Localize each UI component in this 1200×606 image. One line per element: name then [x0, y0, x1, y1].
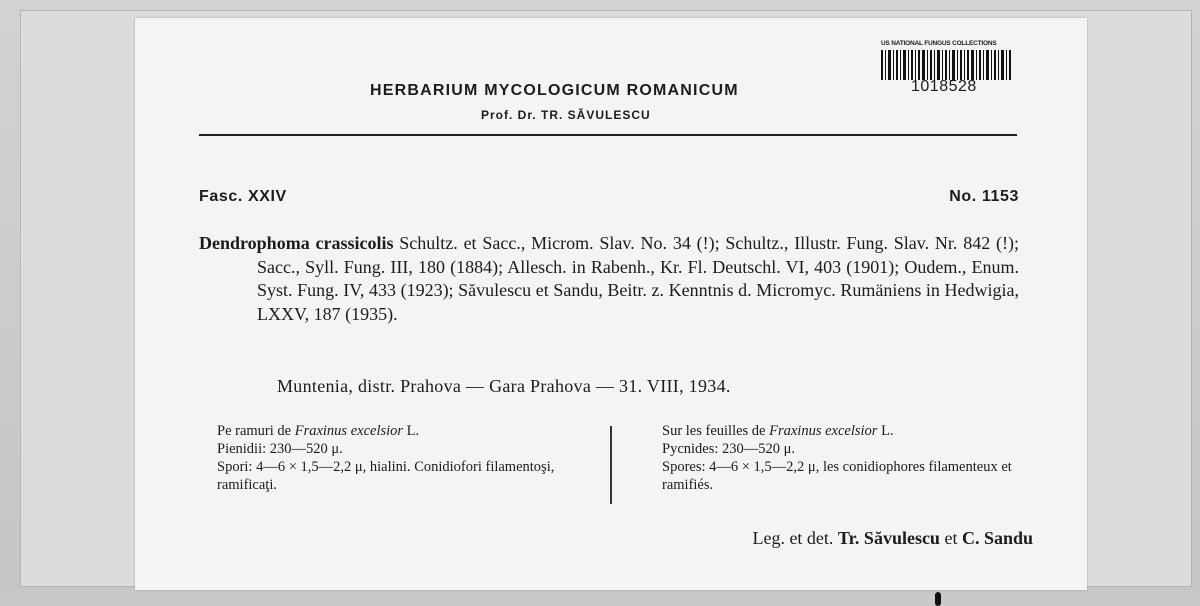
host-prefix-ro: Pe ramuri de	[217, 423, 295, 439]
column-divider	[610, 426, 612, 504]
taxon-citation	[199, 232, 1019, 326]
herbarium-label	[135, 18, 1087, 590]
collection-locality: Muntenia, distr. Prahova — Gara Prahova — 31. VIII, 1934.	[277, 376, 731, 396]
herbarium-director: Prof. Dr. TR. SĂVULESCU	[481, 108, 651, 122]
citation-text: Schultz. et Sacc., Microm. Slav. No. 34 (!); Schultz., Illustr. Fung. Slav. Nr. 842 (!); Sacc., Syll. Fung. III, 180 (1884); Allesch. in Rabenh., Kr. Fl. Deutschl. VI, 403 (1901); Oudem., Enum. Syst. Fung. IV, 433 (1923); Săvulescu et Sandu, Beitr. z. Kenntnis d. Micromyc. Rumäniens in Hedwigia, LXXV, 187 (1935).	[257, 233, 1019, 324]
host-name-ro: Fraxinus excelsior	[294, 423, 404, 439]
specimen-number: No. 1153	[949, 188, 1019, 205]
header-divider	[199, 134, 1017, 136]
host-suffix-fr: L.	[877, 423, 894, 439]
description-french	[662, 422, 1012, 494]
collector-prefix: Leg. et det.	[752, 528, 838, 548]
collector-name-2: C. Sandu	[961, 528, 1033, 548]
herbarium-title: HERBARIUM MYCOLOGICUM ROMANICUM	[370, 82, 739, 99]
host-suffix-ro: L.	[403, 423, 420, 439]
fascicle-label: Fasc. XXIV	[199, 188, 287, 205]
collector-line	[752, 528, 1033, 549]
barcode-block	[881, 40, 1021, 80]
species-name: Dendrophoma crassicolis	[199, 233, 394, 253]
pycnidia-ro: Pienidii: 230—520 μ.	[217, 441, 343, 457]
description-romanian	[217, 422, 567, 494]
ink-mark	[935, 592, 941, 606]
catalog-number: 1018528	[911, 78, 977, 95]
barcode-icon	[881, 50, 1013, 80]
spores-ro: Spori: 4—6 × 1,5—2,2 μ, hialini. Conidiofori filamentoşi, ramificaţi.	[217, 459, 555, 493]
host-name-fr: Fraxinus excelsior	[769, 423, 878, 439]
barcode-caption: US NATIONAL FUNGUS COLLECTIONS	[881, 40, 997, 47]
collector-name-1: Tr. Săvulescu	[837, 528, 940, 548]
host-prefix-fr: Sur les feuilles de	[662, 423, 770, 439]
pycnidia-fr: Pycnides: 230—520 μ.	[662, 441, 796, 457]
spores-fr: Spores: 4—6 × 1,5—2,2 μ, les conidiophores filamenteux et ramifiés.	[662, 459, 1012, 493]
collector-joiner: et	[939, 528, 962, 548]
